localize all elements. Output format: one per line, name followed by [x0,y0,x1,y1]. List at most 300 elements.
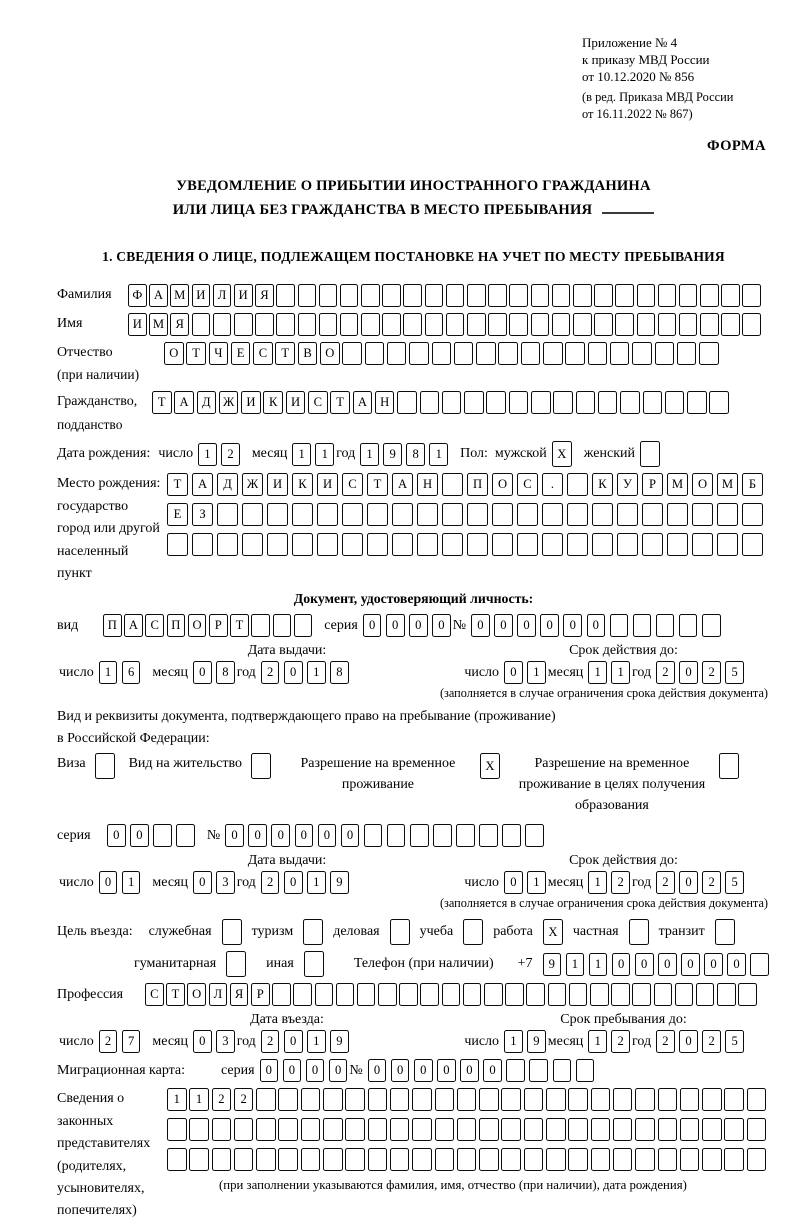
form-cell[interactable] [680,1148,700,1171]
form-cell[interactable] [272,983,291,1006]
form-cell[interactable]: 2 [656,871,675,894]
form-cell[interactable]: 0 [635,953,654,976]
form-cell[interactable] [387,824,406,847]
form-cell[interactable] [392,503,413,526]
form-cell[interactable] [680,1088,700,1111]
form-cell[interactable] [640,441,660,467]
form-cell[interactable] [702,614,721,637]
form-cell[interactable] [658,284,677,307]
form-cell[interactable] [435,1088,455,1111]
form-cell[interactable]: Т [330,391,350,414]
form-cell[interactable] [303,919,323,945]
form-cell[interactable]: 9 [330,871,349,894]
form-cell[interactable] [276,284,295,307]
form-cell[interactable] [403,313,422,336]
form-cell[interactable]: 2 [99,1030,118,1053]
form-cell[interactable] [342,503,363,526]
form-cell[interactable]: 1 [429,443,448,466]
form-cell[interactable]: 1 [588,871,607,894]
form-cell[interactable] [479,1088,499,1111]
form-cell[interactable] [635,1088,655,1111]
form-cell[interactable]: 8 [330,661,349,684]
form-cell[interactable]: 2 [702,1030,721,1053]
form-cell[interactable] [610,614,629,637]
form-cell[interactable]: М [667,473,688,496]
form-cell[interactable] [267,533,288,556]
form-cell[interactable] [502,824,521,847]
form-cell[interactable] [479,824,498,847]
form-cell[interactable]: 0 [283,1059,302,1082]
form-cell[interactable] [617,533,638,556]
form-cell[interactable]: К [592,473,613,496]
form-cell[interactable] [509,284,528,307]
form-cell[interactable]: Р [251,983,270,1006]
form-cell[interactable] [463,919,483,945]
form-cell[interactable]: 0 [193,661,212,684]
form-cell[interactable]: Ж [242,473,263,496]
form-cell[interactable]: Т [230,614,249,637]
form-cell[interactable] [509,313,528,336]
form-cell[interactable] [576,391,596,414]
form-cell[interactable]: 0 [679,871,698,894]
form-cell[interactable]: 0 [284,871,303,894]
form-cell[interactable]: 2 [261,1030,280,1053]
form-cell[interactable] [412,1088,432,1111]
form-cell[interactable] [738,983,757,1006]
form-cell[interactable]: Ч [209,342,229,365]
form-cell[interactable] [613,1148,633,1171]
form-cell[interactable] [317,503,338,526]
form-cell[interactable] [632,983,651,1006]
form-cell[interactable] [340,313,359,336]
form-cell[interactable] [410,824,429,847]
form-cell[interactable] [212,1118,232,1141]
form-cell[interactable] [553,1059,572,1082]
form-cell[interactable] [294,614,313,637]
form-cell[interactable] [553,391,573,414]
form-cell[interactable]: 8 [216,661,235,684]
form-cell[interactable]: 0 [409,614,428,637]
form-cell[interactable]: 9 [330,1030,349,1053]
form-cell[interactable]: 2 [221,443,240,466]
form-cell[interactable] [382,313,401,336]
form-cell[interactable] [442,391,462,414]
form-cell[interactable]: Т [166,983,185,1006]
form-cell[interactable]: Б [742,473,763,496]
form-cell[interactable] [367,503,388,526]
form-cell[interactable] [488,313,507,336]
form-cell[interactable]: Д [217,473,238,496]
form-cell[interactable] [687,391,707,414]
form-cell[interactable] [542,503,563,526]
form-cell[interactable] [319,284,338,307]
form-cell[interactable] [301,1088,321,1111]
form-cell[interactable]: 7 [122,1030,141,1053]
form-cell[interactable] [568,1148,588,1171]
form-cell[interactable] [517,503,538,526]
form-cell[interactable] [531,391,551,414]
form-cell[interactable] [357,983,376,1006]
form-cell[interactable] [323,1148,343,1171]
form-cell[interactable] [709,391,729,414]
form-cell[interactable]: Е [167,503,188,526]
form-cell[interactable] [412,1118,432,1141]
form-cell[interactable] [546,1148,566,1171]
form-cell[interactable] [234,1118,254,1141]
form-cell[interactable] [658,1148,678,1171]
form-cell[interactable] [368,1118,388,1141]
form-cell[interactable]: 3 [216,1030,235,1053]
form-cell[interactable]: 0 [271,824,290,847]
form-cell[interactable]: 1 [167,1088,187,1111]
form-cell[interactable]: 0 [494,614,513,637]
form-cell[interactable] [457,1088,477,1111]
form-cell[interactable] [457,1148,477,1171]
form-cell[interactable]: С [342,473,363,496]
form-cell[interactable] [217,503,238,526]
form-cell[interactable] [340,284,359,307]
form-cell[interactable]: Я [170,313,189,336]
form-cell[interactable] [342,533,363,556]
form-cell[interactable]: Р [209,614,228,637]
form-cell[interactable] [637,284,656,307]
form-cell[interactable] [298,284,317,307]
form-cell[interactable]: Е [231,342,251,365]
form-cell[interactable]: М [170,284,189,307]
form-cell[interactable]: И [128,313,147,336]
form-cell[interactable]: 0 [681,953,700,976]
form-cell[interactable] [442,503,463,526]
form-cell[interactable]: П [167,614,186,637]
form-cell[interactable] [598,391,618,414]
form-cell[interactable]: 2 [702,871,721,894]
form-cell[interactable]: 1 [198,443,217,466]
form-cell[interactable] [576,1059,595,1082]
form-cell[interactable]: 1 [189,1088,209,1111]
form-cell[interactable]: 0 [460,1059,479,1082]
form-cell[interactable] [524,1118,544,1141]
form-cell[interactable]: 0 [414,1059,433,1082]
form-cell[interactable]: П [467,473,488,496]
form-cell[interactable] [594,284,613,307]
form-cell[interactable] [192,533,213,556]
form-cell[interactable]: А [149,284,168,307]
form-cell[interactable] [467,284,486,307]
form-cell[interactable] [525,824,544,847]
form-cell[interactable] [542,533,563,556]
form-cell[interactable] [456,824,475,847]
form-cell[interactable]: 0 [391,1059,410,1082]
form-cell[interactable]: И [286,391,306,414]
form-cell[interactable] [251,614,270,637]
form-cell[interactable] [526,983,545,1006]
form-cell[interactable]: Д [197,391,217,414]
form-cell[interactable]: 0 [727,953,746,976]
form-cell[interactable]: А [392,473,413,496]
form-cell[interactable]: 2 [611,1030,630,1053]
form-cell[interactable] [390,1148,410,1171]
form-cell[interactable] [446,313,465,336]
form-cell[interactable]: Н [375,391,395,414]
form-cell[interactable] [501,1088,521,1111]
form-cell[interactable] [432,342,452,365]
form-cell[interactable]: Т [367,473,388,496]
form-cell[interactable] [588,342,608,365]
form-cell[interactable] [747,1148,767,1171]
form-cell[interactable] [692,503,713,526]
form-cell[interactable] [95,753,115,779]
form-cell[interactable] [637,313,656,336]
form-cell[interactable]: 1 [292,443,311,466]
form-cell[interactable]: Т [275,342,295,365]
form-cell[interactable]: 0 [540,614,559,637]
form-cell[interactable] [567,473,588,496]
form-cell[interactable] [742,313,761,336]
form-cell[interactable]: А [353,391,373,414]
form-cell[interactable] [446,284,465,307]
form-cell[interactable]: 6 [122,661,141,684]
form-cell[interactable]: X [552,441,572,467]
form-cell[interactable] [573,284,592,307]
form-cell[interactable] [319,313,338,336]
form-cell[interactable]: В [298,342,318,365]
form-cell[interactable]: 0 [504,661,523,684]
form-cell[interactable] [702,1088,722,1111]
form-cell[interactable] [509,391,529,414]
form-cell[interactable]: 0 [284,1030,303,1053]
form-cell[interactable]: 1 [611,661,630,684]
form-cell[interactable] [464,391,484,414]
form-cell[interactable] [610,342,630,365]
form-cell[interactable] [276,313,295,336]
form-cell[interactable] [524,1148,544,1171]
form-cell[interactable]: 1 [589,953,608,976]
form-cell[interactable] [702,1148,722,1171]
form-cell[interactable]: С [308,391,328,414]
form-cell[interactable]: 1 [307,1030,326,1053]
form-cell[interactable]: З [192,503,213,526]
form-cell[interactable] [484,983,503,1006]
form-cell[interactable]: 9 [383,443,402,466]
form-cell[interactable]: 0 [284,661,303,684]
form-cell[interactable]: 0 [107,824,126,847]
form-cell[interactable]: Ф [128,284,147,307]
form-cell[interactable] [442,473,463,496]
form-cell[interactable]: 0 [612,953,631,976]
form-cell[interactable] [222,919,242,945]
form-cell[interactable]: 1 [307,661,326,684]
form-cell[interactable]: 8 [406,443,425,466]
form-cell[interactable] [742,284,761,307]
form-cell[interactable]: 2 [611,871,630,894]
form-cell[interactable] [719,753,739,779]
form-cell[interactable]: 0 [679,661,698,684]
form-cell[interactable] [567,503,588,526]
form-cell[interactable] [345,1118,365,1141]
form-cell[interactable] [492,533,513,556]
form-cell[interactable]: 1 [566,953,585,976]
form-cell[interactable]: 0 [679,1030,698,1053]
form-cell[interactable]: 0 [432,614,451,637]
form-cell[interactable]: А [174,391,194,414]
form-cell[interactable]: И [267,473,288,496]
form-cell[interactable] [643,391,663,414]
form-cell[interactable] [234,1148,254,1171]
form-cell[interactable] [590,983,609,1006]
form-cell[interactable]: Л [213,284,232,307]
form-cell[interactable]: И [241,391,261,414]
form-cell[interactable] [635,1148,655,1171]
form-cell[interactable]: С [145,983,164,1006]
form-cell[interactable] [501,1118,521,1141]
form-cell[interactable] [390,1088,410,1111]
form-cell[interactable] [675,983,694,1006]
form-cell[interactable] [742,503,763,526]
form-cell[interactable] [368,1148,388,1171]
form-cell[interactable] [721,313,740,336]
form-cell[interactable] [368,1088,388,1111]
form-cell[interactable] [498,342,518,365]
form-cell[interactable] [642,503,663,526]
form-cell[interactable] [479,1118,499,1141]
form-cell[interactable] [435,1148,455,1171]
form-cell[interactable] [655,342,675,365]
form-cell[interactable] [242,503,263,526]
form-cell[interactable] [568,1088,588,1111]
form-cell[interactable]: 5 [725,1030,744,1053]
form-cell[interactable]: С [145,614,164,637]
form-cell[interactable] [552,284,571,307]
form-cell[interactable]: 0 [704,953,723,976]
form-cell[interactable] [425,313,444,336]
form-cell[interactable] [293,983,312,1006]
form-cell[interactable] [454,342,474,365]
form-cell[interactable] [529,1059,548,1082]
form-cell[interactable]: 2 [656,1030,675,1053]
form-cell[interactable]: С [253,342,273,365]
form-cell[interactable]: К [263,391,283,414]
form-cell[interactable] [403,284,422,307]
form-cell[interactable]: 0 [341,824,360,847]
form-cell[interactable] [505,983,524,1006]
form-cell[interactable] [692,533,713,556]
form-cell[interactable] [594,313,613,336]
form-cell[interactable]: Т [186,342,206,365]
form-cell[interactable]: 0 [260,1059,279,1082]
form-cell[interactable] [552,313,571,336]
form-cell[interactable]: У [617,473,638,496]
form-cell[interactable] [361,284,380,307]
form-cell[interactable] [531,313,550,336]
form-cell[interactable] [492,503,513,526]
form-cell[interactable]: 0 [437,1059,456,1082]
form-cell[interactable]: 0 [563,614,582,637]
form-cell[interactable]: О [188,614,207,637]
form-cell[interactable] [592,533,613,556]
form-cell[interactable]: Ж [219,391,239,414]
form-cell[interactable]: 5 [725,661,744,684]
form-cell[interactable] [212,1148,232,1171]
form-cell[interactable] [457,1118,477,1141]
form-cell[interactable] [153,824,172,847]
form-cell[interactable] [267,503,288,526]
form-cell[interactable] [345,1088,365,1111]
form-cell[interactable]: 0 [318,824,337,847]
form-cell[interactable] [488,284,507,307]
form-cell[interactable]: О [492,473,513,496]
form-cell[interactable]: И [192,284,211,307]
form-cell[interactable] [591,1118,611,1141]
form-cell[interactable] [680,1118,700,1141]
form-cell[interactable] [546,1118,566,1141]
form-cell[interactable]: 2 [212,1088,232,1111]
form-cell[interactable] [397,391,417,414]
form-cell[interactable] [298,313,317,336]
form-cell[interactable]: 9 [543,953,562,976]
form-cell[interactable] [251,753,271,779]
form-cell[interactable]: 0 [504,871,523,894]
form-cell[interactable]: 1 [588,1030,607,1053]
form-cell[interactable] [367,533,388,556]
form-cell[interactable] [565,342,585,365]
form-cell[interactable]: 1 [527,661,546,684]
form-cell[interactable] [615,313,634,336]
form-cell[interactable]: 0 [587,614,606,637]
form-cell[interactable] [667,533,688,556]
form-cell[interactable]: О [320,342,340,365]
form-cell[interactable] [425,284,444,307]
form-cell[interactable]: 3 [216,871,235,894]
form-cell[interactable]: 2 [234,1088,254,1111]
form-cell[interactable] [700,284,719,307]
form-cell[interactable] [546,1088,566,1111]
form-cell[interactable] [189,1148,209,1171]
form-cell[interactable] [654,983,673,1006]
form-cell[interactable] [435,1118,455,1141]
form-cell[interactable] [569,983,588,1006]
form-cell[interactable] [242,533,263,556]
form-cell[interactable] [633,614,652,637]
form-cell[interactable] [361,313,380,336]
form-cell[interactable] [611,983,630,1006]
form-cell[interactable]: 0 [130,824,149,847]
form-cell[interactable] [591,1148,611,1171]
form-cell[interactable]: А [124,614,143,637]
form-cell[interactable]: 0 [517,614,536,637]
form-cell[interactable] [420,391,440,414]
form-cell[interactable] [390,1118,410,1141]
form-cell[interactable] [486,391,506,414]
form-cell[interactable] [617,503,638,526]
form-cell[interactable] [613,1118,633,1141]
form-cell[interactable]: 0 [193,1030,212,1053]
form-cell[interactable] [463,983,482,1006]
form-cell[interactable]: 2 [261,871,280,894]
form-cell[interactable] [167,1148,187,1171]
form-cell[interactable]: 0 [306,1059,325,1082]
form-cell[interactable] [573,313,592,336]
form-cell[interactable] [658,1118,678,1141]
form-cell[interactable] [256,1148,276,1171]
form-cell[interactable]: 2 [656,661,675,684]
form-cell[interactable] [390,919,410,945]
form-cell[interactable] [506,1059,525,1082]
form-cell[interactable] [521,342,541,365]
form-cell[interactable] [412,1148,432,1171]
form-cell[interactable]: 0 [295,824,314,847]
form-cell[interactable] [613,1088,633,1111]
form-cell[interactable]: О [187,983,206,1006]
